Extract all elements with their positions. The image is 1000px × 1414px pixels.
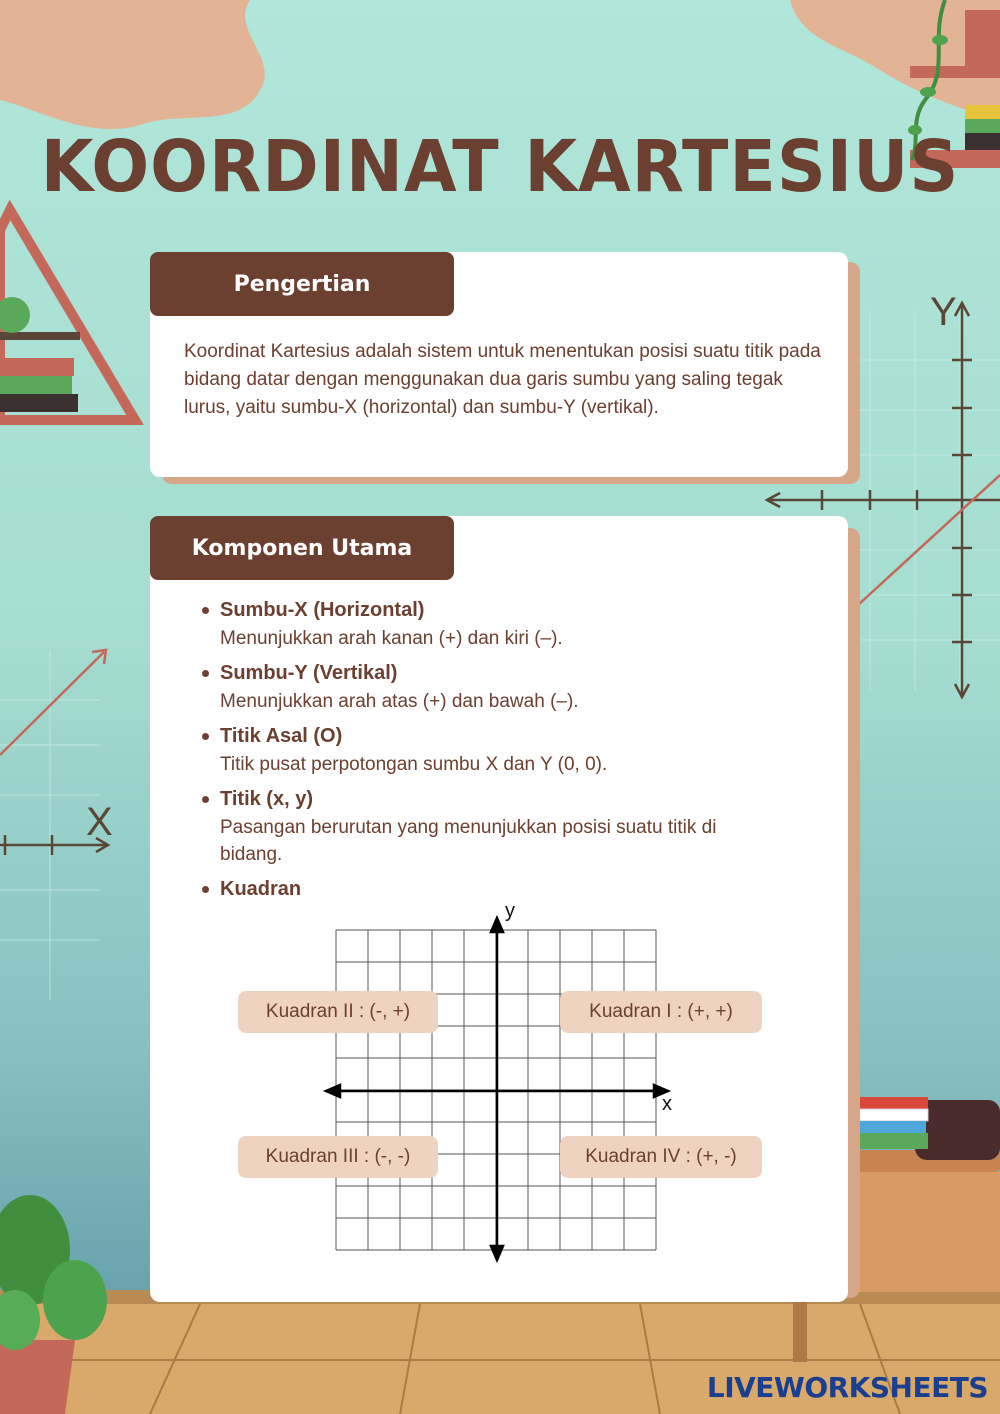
quadrant-2-badge: Kuadran II : (-, +): [238, 991, 438, 1033]
quadrant-3-badge: Kuadran III : (-, -): [238, 1136, 438, 1178]
item-desc: Pasangan berurutan yang menunjukkan posisi suatu titik di bidang.: [220, 817, 717, 865]
definition-heading: Pengertian: [150, 252, 454, 316]
item-term: Titik Asal (O): [220, 725, 343, 747]
item-desc: Menunjukkan arah atas (+) dan bawah (–).: [220, 691, 579, 712]
decor-x-letter: X: [86, 800, 113, 844]
list-item: [200, 722, 760, 778]
item-term: Kuadran: [220, 878, 302, 900]
list-item: [200, 785, 720, 868]
y-axis-label: y: [505, 900, 515, 922]
item-desc: Titik pusat perpotongan sumbu X dan Y (0, 0).: [220, 754, 608, 775]
item-desc: Menunjukkan arah kanan (+) dan kiri (–).: [220, 628, 563, 649]
item-term: Sumbu-Y (Vertikal): [220, 662, 398, 684]
quadrant-grid-diagram: [320, 910, 680, 1270]
quadrant-1-badge: Kuadran I : (+, +): [560, 991, 762, 1033]
item-term: Sumbu-X (Horizontal): [220, 599, 425, 621]
components-heading: Komponen Utama: [150, 516, 454, 580]
x-axis-label: x: [662, 1093, 672, 1115]
quadrant-4-badge: Kuadran IV : (+, -): [560, 1136, 762, 1178]
list-item: [200, 875, 760, 904]
list-item: [200, 596, 760, 652]
list-item: [200, 659, 760, 715]
definition-text: Koordinat Kartesius adalah sistem untuk menentukan posisi suatu titik pada bidang datar dengan menggunakan dua garis sumbu yang saling tegak lurus, yaitu sumbu-X (horizontal) dan sumbu-Y (vertikal).: [184, 341, 821, 418]
page-title: KOORDINAT KARTESIUS: [40, 126, 960, 209]
item-term: Titik (x, y): [220, 788, 313, 810]
components-list: [200, 596, 760, 911]
decor-y-letter: Y: [930, 290, 957, 334]
liveworksheets-logo: LIVEWORKSHEETS: [706, 1371, 988, 1404]
top-blob-shape: [0, 0, 265, 129]
